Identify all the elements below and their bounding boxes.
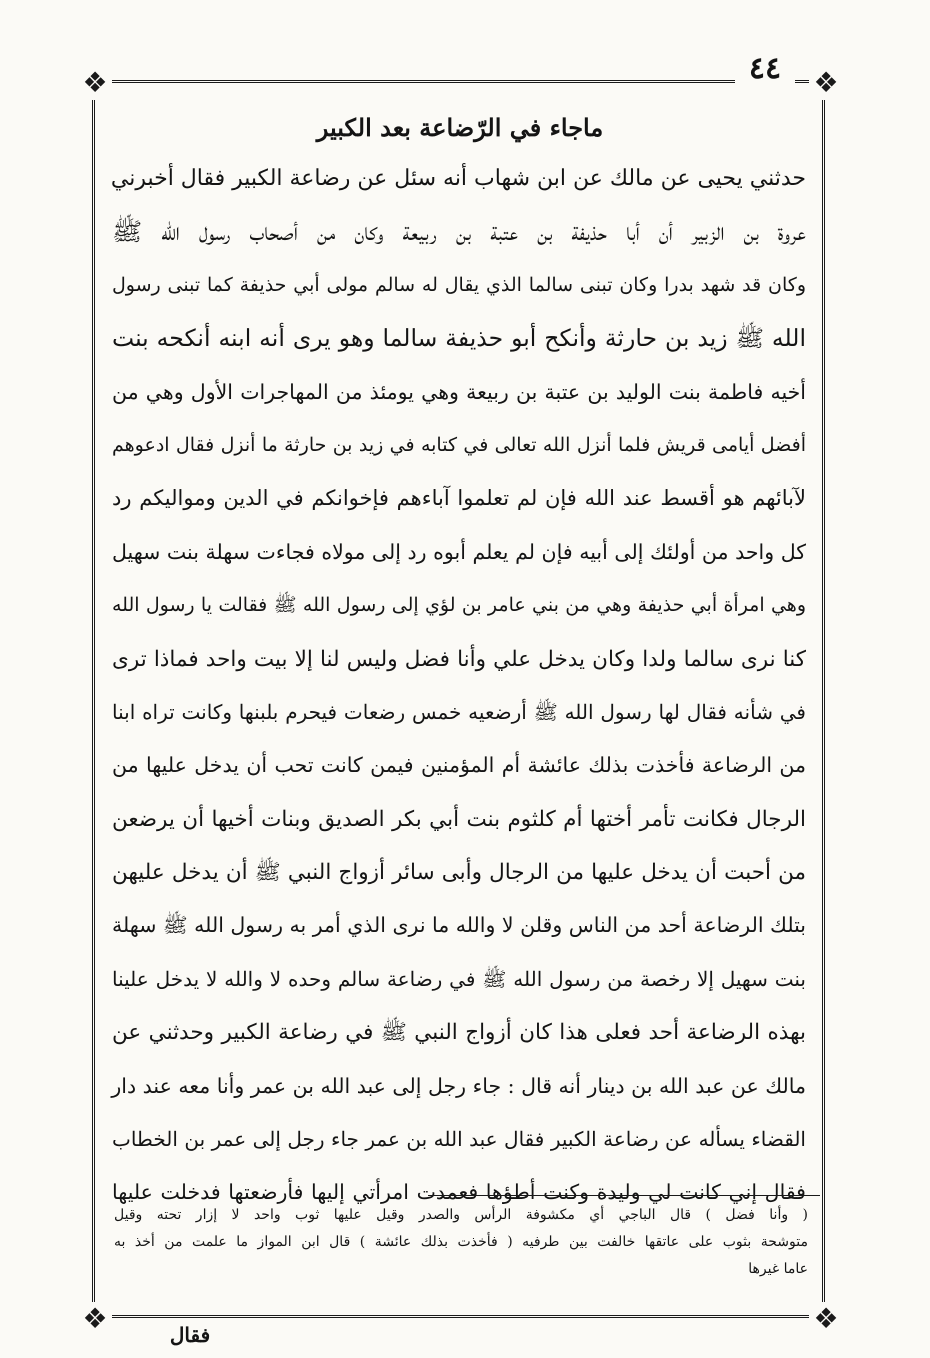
text-line: وهي امرأة أبي حذيفة وهي من بني عامر بن لؤي إلى رسول الله ﷺ فقالت يا رسول الله bbox=[112, 594, 806, 617]
text-line: أخيه فاطمة بنت الوليد بن عتبة بن ربيعة وهي يومئذ من المهاجرات الأول وهي من bbox=[112, 379, 806, 404]
text-line: مالك عن عبد الله بن دينار أنه قال : جاء رجل إلى عبد الله بن عمر وأنا معه عند دار bbox=[111, 1073, 806, 1098]
page-number: ٤٤ bbox=[735, 52, 795, 86]
main-text-block bbox=[110, 152, 806, 1205]
text-line: من الرضاعة فأخذت بذلك عائشة أم المؤمنين فيمن كانت تحب أن يدخل عليها من bbox=[112, 753, 806, 778]
text-line: بتلك الرضاعة أحد من الناس وقلن لا والله ما نرى الذي أمر به رسول الله ﷺ سهلة bbox=[111, 913, 806, 938]
text-line: كل واحد من أولئك إلى أبيه فإن لم يعلم أبوه رد إلى مولاه فجاءت سهلة بنت سهيل bbox=[112, 539, 806, 564]
text-line: حدثني يحيى عن مالك عن ابن شهاب أنه سئل عن رضاعة الكبير فقال أخبرني bbox=[110, 166, 806, 191]
text-line: أفضل أيامى قريش فلما أنزل الله تعالى في كتابه في زيد بن حارثة ما أنزل فقال ادعوهم bbox=[112, 433, 806, 456]
text-line: من أحبت أن يدخل عليها من الرجال وأبى سائر أزواج النبي ﷺ أن يدخل عليهن bbox=[112, 860, 806, 886]
corner-ornament-icon: ❖ bbox=[78, 1302, 112, 1336]
footnote-line: ( وأنا فضل ) قال الباجي أي مكشوفة الرأس والصدر وقيل عليها ثوب واحد لا إزار تحته وقيل bbox=[114, 1207, 808, 1223]
text-line: بنت سهيل إلا رخصة من رسول الله ﷺ في رضاعة سالم وحده لا والله لا يدخل علينا bbox=[112, 966, 806, 991]
catchword: فقال bbox=[169, 1323, 211, 1347]
text-line: وكان قد شهد بدرا وكان تبنى سالما الذي يقال له سالم مولى أبي حذيفة كما تبنى رسول bbox=[112, 273, 806, 296]
corner-ornament-icon: ❖ bbox=[78, 66, 112, 100]
text-line: فقال إني كانت لي وليدة وكنت أطؤها فعمدت امرأتي إليها فأرضعتها فدخلت عليها bbox=[112, 1180, 806, 1205]
text-line: لآبائهم هو أقسط عند الله فإن لم تعلموا آباءهم فإخوانكم في الدين ومواليكم رد bbox=[112, 486, 806, 511]
text-line: القضاء يسأله عن رضاعة الكبير فقال عبد الله بن عمر جاء رجل إلى عمر بن الخطاب bbox=[112, 1127, 806, 1152]
footnote-separator bbox=[428, 1195, 820, 1196]
text-line: كنا نرى سالما ولدا وكان يدخل علي وأنا فضل وليس لنا إلا بيت واحد فماذا ترى bbox=[112, 646, 806, 672]
text-line: الرجال فكانت تأمر أختها أم كلثوم بنت أبي بكر الصديق وبنات أخيها أن يرضعن bbox=[112, 806, 806, 832]
footnote-line: متوشحة بثوب على عاتقها خالفت بين طرفيه ( فأخذت بذلك عائشة ) قال ابن المواز ما علمت من أخذ به bbox=[114, 1234, 808, 1250]
text-line: عروة بن الزبير أن أبا حذيفة بن عتبة بن ربيعة وكان من أصحاب رسول الله ﷺ bbox=[112, 217, 806, 247]
text-line: بهذه الرضاعة أحد فعلى هذا كان أزواج النبي ﷺ في رضاعة الكبير وحدثني عن bbox=[112, 1020, 806, 1046]
text-line: الله ﷺ زيد بن حارثة وأنكح أبو حذيفة سالما وهو يرى أنه ابنه أنكحه بنت bbox=[112, 324, 806, 353]
corner-ornament-icon: ❖ bbox=[809, 66, 843, 100]
chapter-title: ماجاء في الرّضاعة بعد الكبير bbox=[316, 113, 604, 142]
footnote-line: عاما غيرها bbox=[748, 1261, 808, 1277]
footnotes-block bbox=[114, 1202, 808, 1283]
corner-ornament-icon: ❖ bbox=[809, 1302, 843, 1336]
text-line: في شأنه فقال لها رسول الله ﷺ أرضعيه خمس رضعات فيحرم بلبنها وكانت تراه ابنا bbox=[112, 699, 806, 724]
